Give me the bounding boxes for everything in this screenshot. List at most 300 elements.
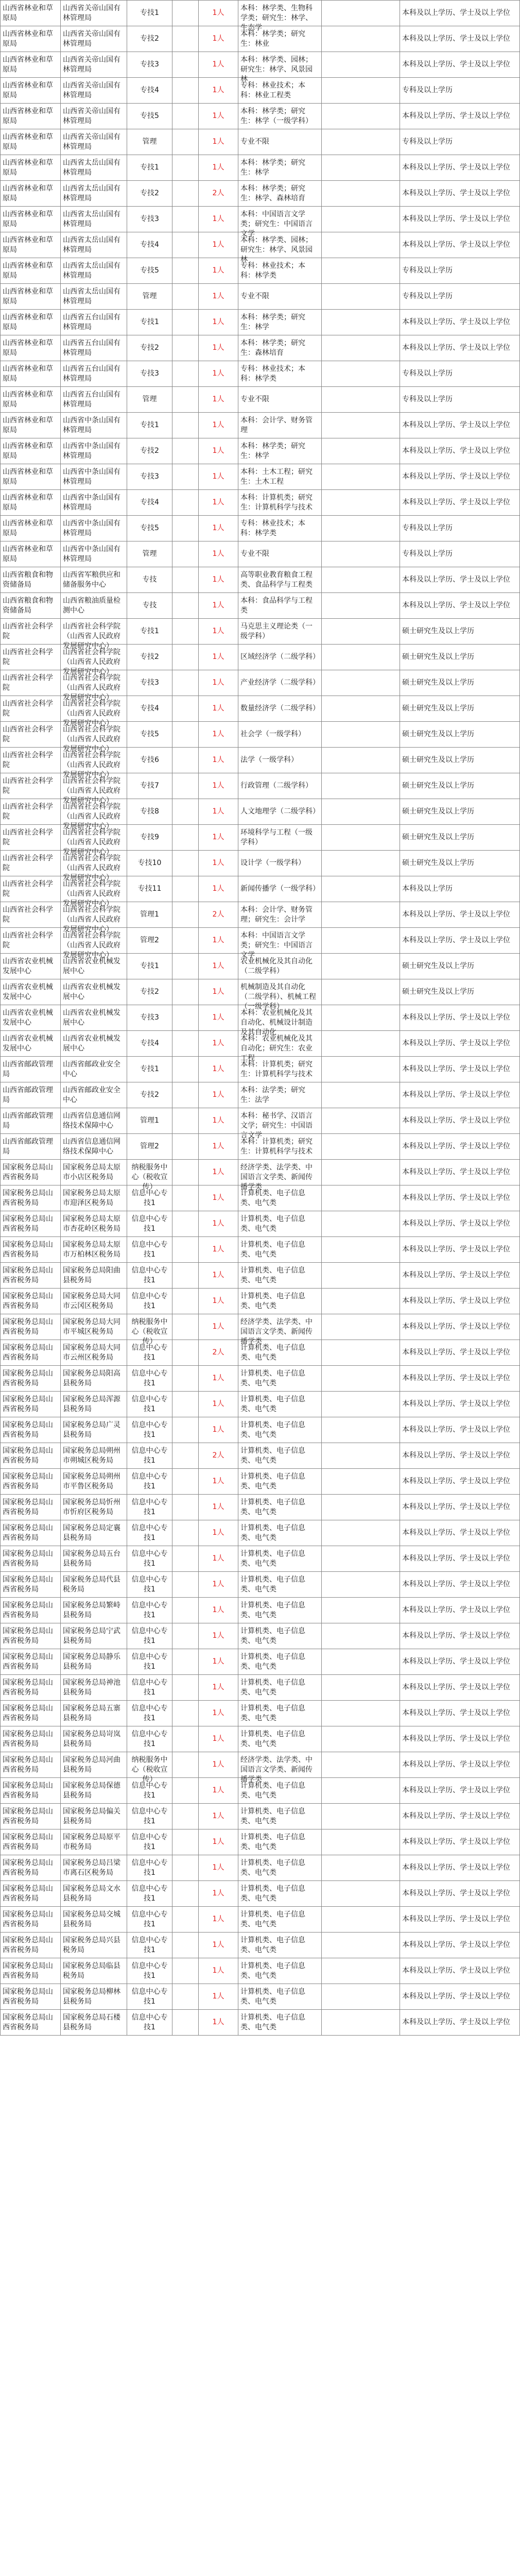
position-cell bbox=[127, 1237, 172, 1263]
table-row bbox=[1, 851, 520, 876]
education-text: 本科及以上学历、学士及以上学位 bbox=[402, 2018, 510, 2026]
headcount-text: 1人 bbox=[212, 1271, 224, 1279]
position-text: 专技1 bbox=[140, 163, 159, 172]
headcount-text: 1人 bbox=[212, 163, 224, 172]
position-text: 专技 bbox=[142, 575, 157, 584]
headcount-text: 1人 bbox=[212, 936, 224, 944]
employer-text: 国家税务总局山西省税务局 bbox=[3, 1936, 53, 1954]
headcount-text: 1人 bbox=[212, 679, 224, 687]
education-text: 本科及以上学历、学士及以上学位 bbox=[402, 9, 510, 17]
table-row bbox=[1, 258, 520, 284]
major-text: 计算机类、电子信息类、电气类 bbox=[240, 2013, 305, 2031]
education-cell bbox=[400, 1649, 520, 1675]
table-row bbox=[1, 1623, 520, 1649]
blank-cell bbox=[322, 1289, 400, 1314]
table-row bbox=[1, 1598, 520, 1623]
education-text: 专科及以上学历 bbox=[402, 266, 453, 275]
position-cell bbox=[127, 799, 172, 825]
education-cell bbox=[400, 207, 520, 232]
major-text: 本科：计算机类；研究生：计算机科学与技术 bbox=[240, 1137, 313, 1156]
position-text: 信息中心专技1 bbox=[131, 1395, 168, 1413]
employer-cell bbox=[1, 258, 61, 284]
blank-cell bbox=[322, 1804, 400, 1829]
position-cell bbox=[127, 52, 172, 78]
employer-cell bbox=[1, 335, 61, 361]
blank-cell bbox=[172, 129, 199, 155]
headcount-cell bbox=[199, 1752, 238, 1778]
unit-cell bbox=[61, 670, 127, 702]
unit-text: 山西省社会科学院（山西省人民政府发展研究中心） bbox=[63, 751, 120, 779]
position-text: 信息中心专技1 bbox=[131, 1266, 168, 1284]
blank-cell bbox=[172, 1443, 199, 1469]
blank-cell bbox=[322, 1701, 400, 1726]
position-text: 专技2 bbox=[140, 344, 159, 352]
blank-cell bbox=[172, 335, 199, 361]
major-cell bbox=[238, 52, 322, 83]
position-text: 信息中心专技1 bbox=[131, 1987, 168, 2006]
headcount-cell bbox=[199, 851, 238, 876]
blank-cell bbox=[322, 1933, 400, 1958]
headcount-text: 1人 bbox=[212, 1760, 224, 1769]
blank-cell bbox=[172, 464, 199, 490]
employer-cell bbox=[1, 1675, 61, 1701]
position-text: 专技2 bbox=[140, 189, 159, 197]
blank-cell bbox=[172, 1649, 199, 1675]
employer-text: 国家税务总局山西省税务局 bbox=[3, 1730, 53, 1748]
headcount-cell bbox=[199, 26, 238, 52]
unit-text: 山西省社会科学院（山西省人民政府发展研究中心） bbox=[63, 828, 120, 856]
education-cell bbox=[400, 464, 520, 490]
education-text: 硕士研究生及以上学历 bbox=[402, 962, 474, 970]
blank-cell bbox=[172, 876, 199, 902]
table-row bbox=[1, 438, 520, 464]
headcount-cell bbox=[199, 1, 238, 26]
position-text: 信息中心专技1 bbox=[131, 1575, 168, 1594]
headcount-text: 1人 bbox=[212, 1168, 224, 1176]
blank-cell bbox=[322, 26, 400, 52]
education-text: 本科及以上学历、学士及以上学位 bbox=[402, 910, 510, 919]
unit-cell bbox=[61, 516, 127, 541]
education-cell bbox=[400, 2010, 520, 2036]
major-cell bbox=[238, 722, 322, 748]
headcount-cell bbox=[199, 1263, 238, 1289]
major-text: 本科：林学类；研究生：林学 bbox=[240, 158, 305, 177]
major-cell bbox=[238, 1855, 322, 1881]
position-cell bbox=[127, 1031, 172, 1057]
education-cell bbox=[400, 670, 520, 696]
major-text: 机械制造及其自动化（二级学科）、机械工程（一级学科） bbox=[240, 982, 316, 1011]
position-cell bbox=[127, 361, 172, 387]
major-text: 人文地理学（二级学科） bbox=[240, 807, 320, 816]
position-text: 专技7 bbox=[140, 782, 159, 790]
position-text: 管理1 bbox=[140, 1116, 159, 1125]
unit-cell bbox=[61, 1572, 127, 1598]
unit-text: 国家税务总局神池县税务局 bbox=[63, 1678, 120, 1697]
major-cell bbox=[238, 181, 322, 207]
unit-text: 国家税务总局大同市平城区税务局 bbox=[63, 1317, 120, 1336]
position-cell bbox=[127, 155, 172, 181]
position-text: 专技4 bbox=[140, 498, 159, 506]
position-cell bbox=[127, 1469, 172, 1495]
education-text: 本科及以上学历、学士及以上学位 bbox=[402, 1091, 510, 1099]
blank-cell bbox=[322, 1005, 400, 1031]
employer-text: 国家税务总局山西省税务局 bbox=[3, 1833, 53, 1851]
unit-cell bbox=[61, 825, 127, 856]
headcount-cell bbox=[199, 1314, 238, 1340]
major-cell bbox=[238, 232, 322, 264]
headcount-cell bbox=[199, 1804, 238, 1829]
headcount-cell bbox=[199, 722, 238, 748]
blank-cell bbox=[322, 902, 400, 928]
table-row bbox=[1, 1082, 520, 1108]
education-cell bbox=[400, 52, 520, 78]
employer-cell bbox=[1, 1726, 61, 1752]
headcount-text: 2人 bbox=[212, 1348, 224, 1357]
unit-cell bbox=[61, 799, 127, 831]
unit-cell bbox=[61, 1933, 127, 1958]
employer-cell bbox=[1, 310, 61, 335]
blank-cell bbox=[322, 335, 400, 361]
employer-cell bbox=[1, 1366, 61, 1392]
blank-cell bbox=[172, 155, 199, 181]
employer-text: 山西省社会科学院 bbox=[3, 802, 53, 821]
employer-text: 国家税务总局山西省税务局 bbox=[3, 1472, 53, 1490]
table-row bbox=[1, 78, 520, 104]
unit-cell bbox=[61, 387, 127, 413]
position-text: 专技4 bbox=[140, 704, 159, 713]
education-text: 专科及以上学历 bbox=[402, 550, 453, 558]
table-row bbox=[1, 1314, 520, 1340]
employer-text: 山西省社会科学院 bbox=[3, 776, 53, 795]
major-text: 本科：林学类；研究生：林学 bbox=[240, 313, 305, 331]
headcount-cell bbox=[199, 438, 238, 464]
unit-text: 山西省太岳山国有林管理局 bbox=[63, 158, 120, 177]
position-text: 管理 bbox=[142, 292, 157, 300]
education-text: 本科及以上学历、学士及以上学位 bbox=[402, 1065, 510, 1073]
unit-text: 国家税务总局五台县税务局 bbox=[63, 1549, 120, 1568]
major-cell bbox=[238, 1778, 322, 1804]
position-text: 信息中心专技1 bbox=[131, 1240, 168, 1259]
unit-text: 国家税务总局大同市云冈区税务局 bbox=[63, 1292, 120, 1310]
employer-cell bbox=[1, 1237, 61, 1263]
headcount-text: 1人 bbox=[212, 550, 224, 558]
employer-cell bbox=[1, 207, 61, 232]
table-row bbox=[1, 1031, 520, 1057]
position-text: 信息中心专技1 bbox=[131, 1704, 168, 1722]
headcount-text: 1人 bbox=[212, 730, 224, 738]
education-cell bbox=[400, 1958, 520, 1984]
blank-cell bbox=[172, 748, 199, 773]
education-cell bbox=[400, 1082, 520, 1108]
major-text: 计算机类、电子信息类、电气类 bbox=[240, 1961, 305, 1980]
headcount-cell bbox=[199, 1392, 238, 1417]
unit-text: 山西省中条山国有林管理局 bbox=[63, 467, 120, 486]
unit-cell bbox=[61, 1958, 127, 1984]
unit-cell bbox=[61, 1984, 127, 2010]
education-cell bbox=[400, 1675, 520, 1701]
headcount-cell bbox=[199, 1958, 238, 1984]
table-row bbox=[1, 413, 520, 438]
blank-cell bbox=[172, 1675, 199, 1701]
position-cell bbox=[127, 413, 172, 438]
position-text: 信息中心专技1 bbox=[131, 1549, 168, 1568]
education-cell bbox=[400, 1314, 520, 1340]
table-row bbox=[1, 1804, 520, 1829]
headcount-cell bbox=[199, 1572, 238, 1598]
education-cell bbox=[400, 619, 520, 645]
education-cell bbox=[400, 1701, 520, 1726]
headcount-cell bbox=[199, 258, 238, 284]
major-cell bbox=[238, 1108, 322, 1140]
unit-cell bbox=[61, 1289, 127, 1314]
major-text: 本科：林学类、生物科学类；研究生：林学、生态学 bbox=[240, 4, 313, 32]
position-cell bbox=[127, 1417, 172, 1443]
major-text: 专科：林业技术；本科：林学类 bbox=[240, 364, 305, 383]
table-row bbox=[1, 954, 520, 979]
blank-cell bbox=[172, 670, 199, 696]
employer-text: 山西省社会科学院 bbox=[3, 905, 53, 924]
position-text: 信息中心专技1 bbox=[131, 1446, 168, 1465]
education-cell bbox=[400, 1598, 520, 1623]
table-row bbox=[1, 593, 520, 619]
major-cell bbox=[238, 1623, 322, 1649]
unit-text: 山西省关帝山国有林管理局 bbox=[63, 107, 120, 125]
unit-text: 山西省中条山国有林管理局 bbox=[63, 416, 120, 434]
table-row bbox=[1, 310, 520, 335]
major-text: 计算机类、电子信息类、电气类 bbox=[240, 1678, 305, 1697]
employer-text: 国家税务总局山西省税务局 bbox=[3, 1910, 53, 1928]
headcount-cell bbox=[199, 232, 238, 258]
education-text: 本科及以上学历、学士及以上学位 bbox=[402, 1941, 510, 1949]
education-text: 本科及以上学历、学士及以上学位 bbox=[402, 35, 510, 43]
employer-text: 国家税务总局山西省税务局 bbox=[3, 1781, 53, 1800]
education-cell bbox=[400, 310, 520, 335]
headcount-text: 1人 bbox=[212, 498, 224, 506]
blank-cell bbox=[322, 1958, 400, 1984]
education-text: 本科及以上学历、学士及以上学位 bbox=[402, 421, 510, 429]
education-cell bbox=[400, 954, 520, 979]
education-cell bbox=[400, 1443, 520, 1469]
position-cell bbox=[127, 310, 172, 335]
blank-cell bbox=[322, 541, 400, 567]
blank-cell bbox=[322, 619, 400, 645]
unit-cell bbox=[61, 645, 127, 676]
education-cell bbox=[400, 851, 520, 876]
major-text: 高等职业教育粮食工程类、食品科学与工程类 bbox=[240, 570, 313, 589]
education-text: 硕士研究生及以上学历 bbox=[402, 627, 474, 635]
education-text: 本科及以上学历、学士及以上学位 bbox=[402, 1245, 510, 1253]
unit-text: 国家税务总局太原市迎泽区税务局 bbox=[63, 1189, 120, 1207]
major-cell bbox=[238, 696, 322, 722]
blank-cell bbox=[322, 1392, 400, 1417]
employer-text: 国家税务总局山西省税务局 bbox=[3, 1575, 53, 1594]
unit-cell bbox=[61, 1211, 127, 1237]
position-text: 专技3 bbox=[140, 472, 159, 481]
headcount-text: 1人 bbox=[212, 1632, 224, 1640]
blank-cell bbox=[172, 825, 199, 851]
blank-cell bbox=[172, 52, 199, 78]
headcount-text: 1人 bbox=[212, 112, 224, 120]
blank-cell bbox=[322, 1237, 400, 1263]
major-text: 本科：土木工程；研究生：土木工程 bbox=[240, 467, 313, 486]
unit-text: 国家税务总局阳高县税务局 bbox=[63, 1369, 120, 1387]
headcount-cell bbox=[199, 825, 238, 851]
major-cell bbox=[238, 413, 322, 438]
blank-cell bbox=[172, 619, 199, 645]
table-row bbox=[1, 670, 520, 696]
employer-text: 山西省邮政管理局 bbox=[3, 1086, 53, 1104]
major-text: 农业机械化及其自动化（二级学科） bbox=[240, 957, 313, 975]
major-cell bbox=[238, 645, 322, 670]
blank-cell bbox=[322, 799, 400, 825]
headcount-text: 1人 bbox=[212, 575, 224, 584]
major-text: 计算机类、电子信息类、电气类 bbox=[240, 1472, 305, 1490]
table-row bbox=[1, 387, 520, 413]
employer-text: 山西省农业机械发展中心 bbox=[3, 982, 53, 1001]
education-text: 本科及以上学历、学士及以上学位 bbox=[402, 1709, 510, 1717]
employer-cell bbox=[1, 104, 61, 129]
employer-text: 国家税务总局山西省税务局 bbox=[3, 1626, 53, 1645]
headcount-cell bbox=[199, 773, 238, 799]
blank-cell bbox=[322, 748, 400, 773]
headcount-cell bbox=[199, 979, 238, 1005]
employer-cell bbox=[1, 541, 61, 567]
blank-cell bbox=[172, 1984, 199, 2010]
headcount-text: 1人 bbox=[212, 1065, 224, 1073]
major-text: 本科：计算机类；研究生：计算机科学与技术 bbox=[240, 1060, 313, 1078]
employer-text: 山西省社会科学院 bbox=[3, 648, 53, 666]
position-cell bbox=[127, 1546, 172, 1572]
education-text: 本科及以上学历、学士及以上学位 bbox=[402, 1632, 510, 1640]
headcount-text: 1人 bbox=[212, 1889, 224, 1897]
employer-text: 山西省邮政管理局 bbox=[3, 1137, 53, 1156]
blank-cell bbox=[322, 1572, 400, 1598]
employer-cell bbox=[1, 1881, 61, 1907]
table-row bbox=[1, 104, 520, 129]
blank-cell bbox=[322, 1984, 400, 2010]
headcount-text: 1人 bbox=[212, 807, 224, 816]
education-cell bbox=[400, 1546, 520, 1572]
unit-text: 国家税务总局偏关县税务局 bbox=[63, 1807, 120, 1825]
table-row bbox=[1, 1675, 520, 1701]
position-cell bbox=[127, 1057, 172, 1082]
position-cell bbox=[127, 979, 172, 1005]
table-row bbox=[1, 464, 520, 490]
unit-cell bbox=[61, 2010, 127, 2036]
education-cell bbox=[400, 1185, 520, 1211]
major-cell bbox=[238, 928, 322, 959]
table-row bbox=[1, 1495, 520, 1520]
position-cell bbox=[127, 129, 172, 155]
table-row bbox=[1, 1778, 520, 1804]
position-text: 专技5 bbox=[140, 112, 159, 120]
position-cell bbox=[127, 1289, 172, 1314]
employer-text: 国家税务总局山西省税务局 bbox=[3, 1678, 53, 1697]
major-cell bbox=[238, 1495, 322, 1520]
blank-cell bbox=[172, 284, 199, 310]
headcount-cell bbox=[199, 1598, 238, 1623]
headcount-text: 1人 bbox=[212, 1013, 224, 1022]
education-text: 本科及以上学历、学士及以上学位 bbox=[402, 1400, 510, 1408]
blank-cell bbox=[322, 773, 400, 799]
headcount-text: 1人 bbox=[212, 395, 224, 403]
position-text: 信息中心专技1 bbox=[131, 1601, 168, 1619]
major-text: 环境科学与工程（一级学科） bbox=[240, 828, 313, 846]
unit-cell bbox=[61, 78, 127, 104]
education-text: 本科及以上学历、学士及以上学位 bbox=[402, 447, 510, 455]
major-text: 计算机类、电子信息类、电气类 bbox=[240, 1884, 305, 1903]
position-cell bbox=[127, 1211, 172, 1237]
blank-cell bbox=[322, 310, 400, 335]
blank-cell bbox=[322, 1778, 400, 1804]
position-text: 专技1 bbox=[140, 962, 159, 970]
unit-cell bbox=[61, 1881, 127, 1907]
major-cell bbox=[238, 541, 322, 567]
education-cell bbox=[400, 490, 520, 516]
blank-cell bbox=[172, 1, 199, 26]
table-row bbox=[1, 207, 520, 232]
position-cell bbox=[127, 1185, 172, 1211]
education-cell bbox=[400, 104, 520, 129]
education-text: 本科及以上学历、学士及以上学位 bbox=[402, 1915, 510, 1923]
position-cell bbox=[127, 1520, 172, 1546]
table-row bbox=[1, 284, 520, 310]
headcount-text: 1人 bbox=[212, 782, 224, 790]
major-text: 计算机类、电子信息类、电气类 bbox=[240, 1395, 305, 1413]
unit-cell bbox=[61, 954, 127, 979]
major-cell bbox=[238, 1263, 322, 1289]
headcount-cell bbox=[199, 567, 238, 593]
employer-text: 山西省林业和草原局 bbox=[3, 55, 53, 74]
blank-cell bbox=[172, 1829, 199, 1855]
major-text: 区域经济学（二级学科） bbox=[240, 653, 320, 661]
headcount-text: 1人 bbox=[212, 266, 224, 275]
major-cell bbox=[238, 1804, 322, 1829]
blank-cell bbox=[322, 1108, 400, 1134]
position-cell bbox=[127, 1855, 172, 1881]
employer-cell bbox=[1, 748, 61, 773]
headcount-cell bbox=[199, 1469, 238, 1495]
employer-cell bbox=[1, 1031, 61, 1057]
headcount-cell bbox=[199, 1082, 238, 1108]
headcount-text: 1人 bbox=[212, 1091, 224, 1099]
education-cell bbox=[400, 129, 520, 155]
headcount-cell bbox=[199, 1443, 238, 1469]
position-cell bbox=[127, 1134, 172, 1160]
blank-cell bbox=[322, 825, 400, 851]
education-cell bbox=[400, 876, 520, 902]
blank-cell bbox=[322, 1366, 400, 1392]
employer-cell bbox=[1, 1134, 61, 1160]
position-cell bbox=[127, 207, 172, 232]
employer-text: 国家税务总局山西省税务局 bbox=[3, 1987, 53, 2006]
education-cell bbox=[400, 181, 520, 207]
position-text: 专技10 bbox=[137, 859, 162, 867]
employer-cell bbox=[1, 876, 61, 902]
headcount-cell bbox=[199, 1134, 238, 1160]
headcount-cell bbox=[199, 1546, 238, 1572]
major-cell bbox=[238, 1907, 322, 1933]
table-row bbox=[1, 490, 520, 516]
blank-cell bbox=[322, 1520, 400, 1546]
employer-cell bbox=[1, 1, 61, 26]
major-cell bbox=[238, 851, 322, 876]
table-row bbox=[1, 1520, 520, 1546]
position-text: 专技1 bbox=[140, 421, 159, 429]
major-cell bbox=[238, 1520, 322, 1546]
headcount-cell bbox=[199, 464, 238, 490]
position-text: 专技1 bbox=[140, 1065, 159, 1073]
